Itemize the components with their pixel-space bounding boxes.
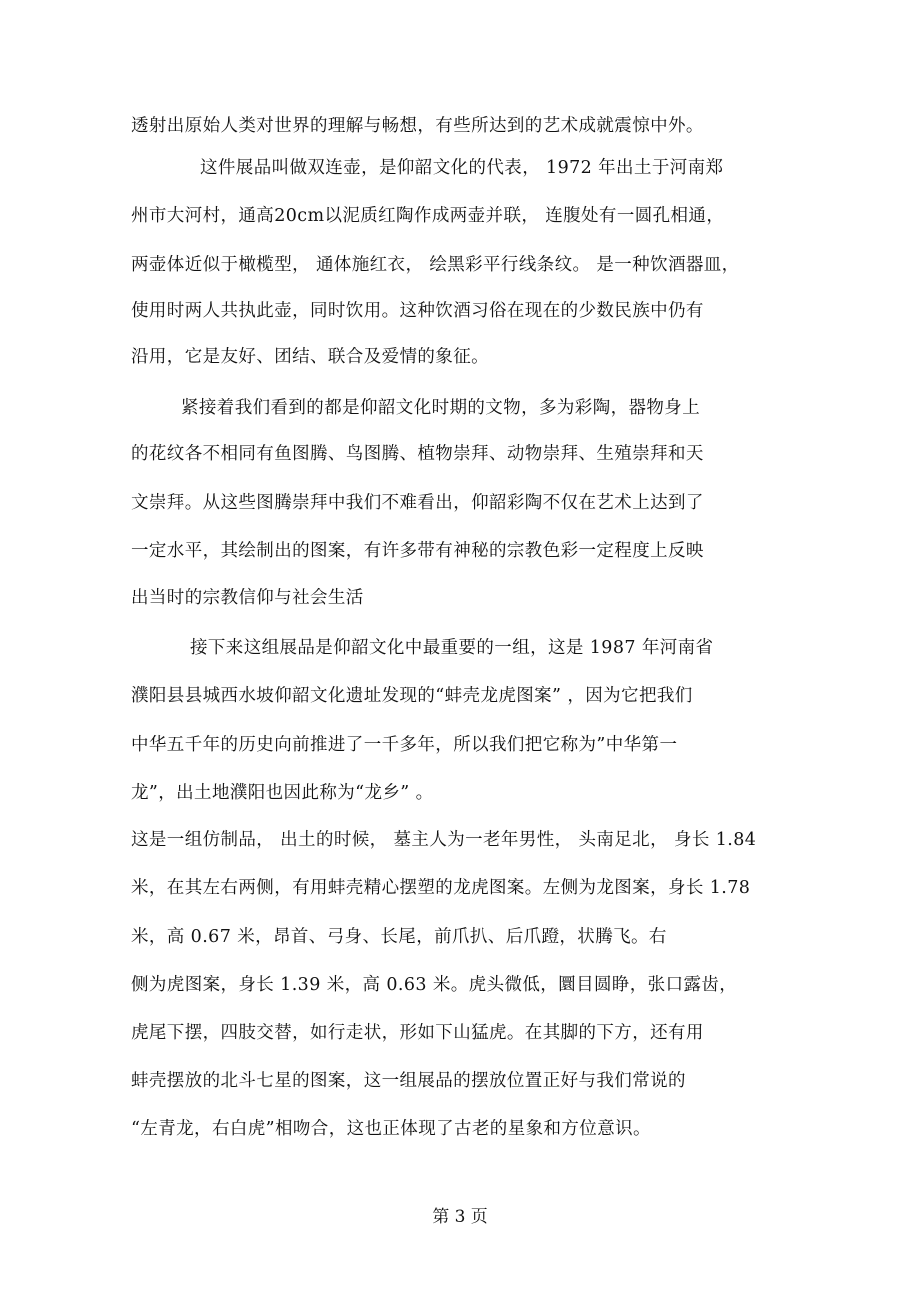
text-line: 的花纹各不相同有鱼图腾、鸟图腾、植物崇拜、动物崇拜、生殖崇拜和天: [131, 444, 704, 464]
text-line: 蚌壳摆放的北斗七星的图案，这一组展品的摆放位置正好与我们常说的: [131, 1071, 686, 1091]
text-line: 一定水平，其绘制出的图案，有许多带有神秘的宗教色彩一定程度上反映: [131, 541, 704, 561]
text-line: 沿用，它是友好、团结、联合及爱情的象征。: [131, 347, 489, 367]
text-line: 接下来这组展品是仰韶文化中最重要的一组，这是 1987 年河南省: [190, 638, 714, 658]
text-line: 中华五千年的历史向前推进了一千多年，所以我们把它称为”中华第一: [131, 735, 678, 755]
text-line: 虎尾下摆，四肢交替，如行走状，形如下山猛虎。在其脚的下方，还有用: [131, 1023, 704, 1043]
text-line: 侧为虎图案，身长 1.39 米，高 0.63 米。虎头微低，圜目圆睁，张口露齿，: [131, 975, 738, 995]
text-line: 濮阳县县城西水坡仰韶文化遗址发现的“蚌壳龙虎图案” ，因为它把我们: [131, 686, 693, 706]
text-line: 龙”，出土地濮阳也因此称为“龙乡” 。: [131, 783, 434, 803]
page-number: 第 3 页: [432, 1207, 488, 1227]
text-line: 米，高 0.67 米，昂首、弓身、长尾，前爪扒、后爪蹬，状腾飞。右: [131, 927, 667, 947]
text-line: 这件展品叫做双连壶，是仰韶文化的代表， 1972 年出土于河南郑: [200, 158, 724, 178]
text-line: 这是一组仿制品， 出土的时候， 墓主人为一老年男性， 头南足北， 身长 1.84: [131, 830, 757, 850]
text-line: 州市大河村，通高20cm以泥质红陶作成两壶并联， 连腹处有一圆孔相通，: [131, 206, 725, 226]
text-line: 透射出原始人类对世界的理解与畅想，有些所达到的艺术成就震惊中外。: [131, 116, 704, 136]
text-line: 使用时两人共执此壶，同时饮用。这种饮酒习俗在现在的少数民族中仍有: [131, 301, 704, 321]
text-line: 出当时的宗教信仰与社会生活: [131, 588, 364, 608]
text-line: “左青龙，右白虎”相吻合，这也正体现了古老的星象和方位意识。: [131, 1119, 651, 1139]
text-line: 米，在其左右两侧，有用蚌壳精心摆塑的龙虎图案。左侧为龙图案，身长 1.78: [131, 878, 751, 898]
text-line: 紧接着我们看到的都是仰韶文化时期的文物，多为彩陶，器物身上: [181, 398, 701, 418]
text-line: 文崇拜。从这些图腾崇拜中我们不难看出，仰韶彩陶不仅在艺术上达到了: [131, 493, 704, 513]
text-line: 两壶体近似于橄榄型， 通体施红衣， 绘黑彩平行线条纹。 是一种饮酒器皿，: [131, 255, 740, 275]
